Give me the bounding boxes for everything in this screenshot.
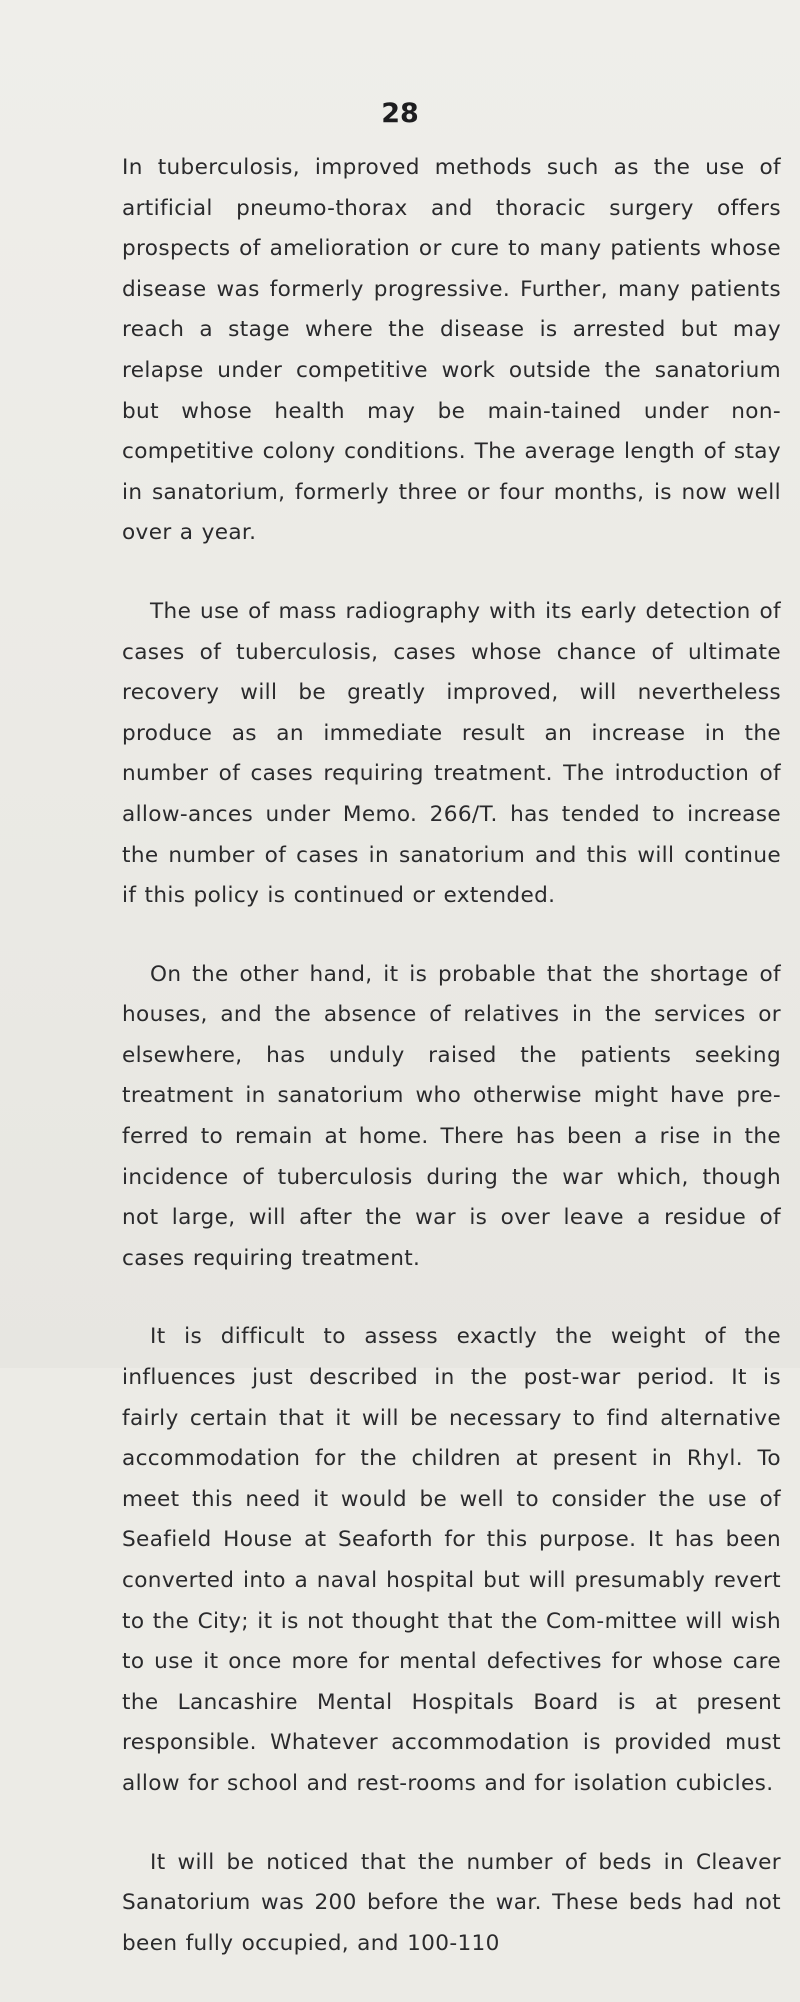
paragraph-4: It is difficult to assess exactly the weight of the influences just described in the post-war period. It is fairly certain that it will be necessary to find alternative accommodation for the children at present in Rhyl. To meet this need it would be well to consider the use of Seafield House at Seaforth for this purpose. It has been converted into a naval hospital but will presumably revert to the City; it is not thought that the Com-mittee will wish to use it once more for mental defectives for whose care the Lancashire Mental Hospitals Board is at present responsible. Whatever accommodation is provided must allow for school and rest-rooms and for isolation cubicles. (122, 1324, 781, 1796)
paragraph-2: The use of mass radiography with its early detection of cases of tuberculosis, cases whose chance of ultimate recovery will be greatly improved, will nevertheless produce as an immediate result an increase in the number of cases requiring treatment. The introduction of allow-ances under Memo. 266/T. has tended to increase the number of cases in sanatorium and this will continue if this policy is continued or extended. (122, 598, 781, 909)
paragraph-3: On the other hand, it is probable that the shortage of houses, and the absence of relatives in the services or elsewhere, has unduly raised the patients seeking treatment in sanatorium who otherwise might have pre-ferred to remain at home. There has been a rise in the incidence of tuberculosis during the war which, though not large, will after the war is over leave a residue of cases requiring treatment. (122, 961, 781, 1271)
page-number: 28 (381, 98, 419, 129)
paragraph-5: It will be noticed that the number of beds in Cleaver Sanatorium was 200 before the war. These beds had not been fully occupied, and 100-110 (122, 1849, 781, 1956)
paragraph-1: In tuberculosis, improved methods such as the use of artificial pneumo-thorax and thoracic surgery offers prospects of amelioration or cure to many patients whose disease was formerly progressive. Further, many patients reach a stage where the disease is arrested but may relapse under competitive work outside the sanatorium but whose health may be main-tained under non-competitive colony conditions. The average length of stay in sanatorium, formerly three or four months, is now well over a year. (122, 155, 781, 546)
body-text (122, 148, 781, 2002)
